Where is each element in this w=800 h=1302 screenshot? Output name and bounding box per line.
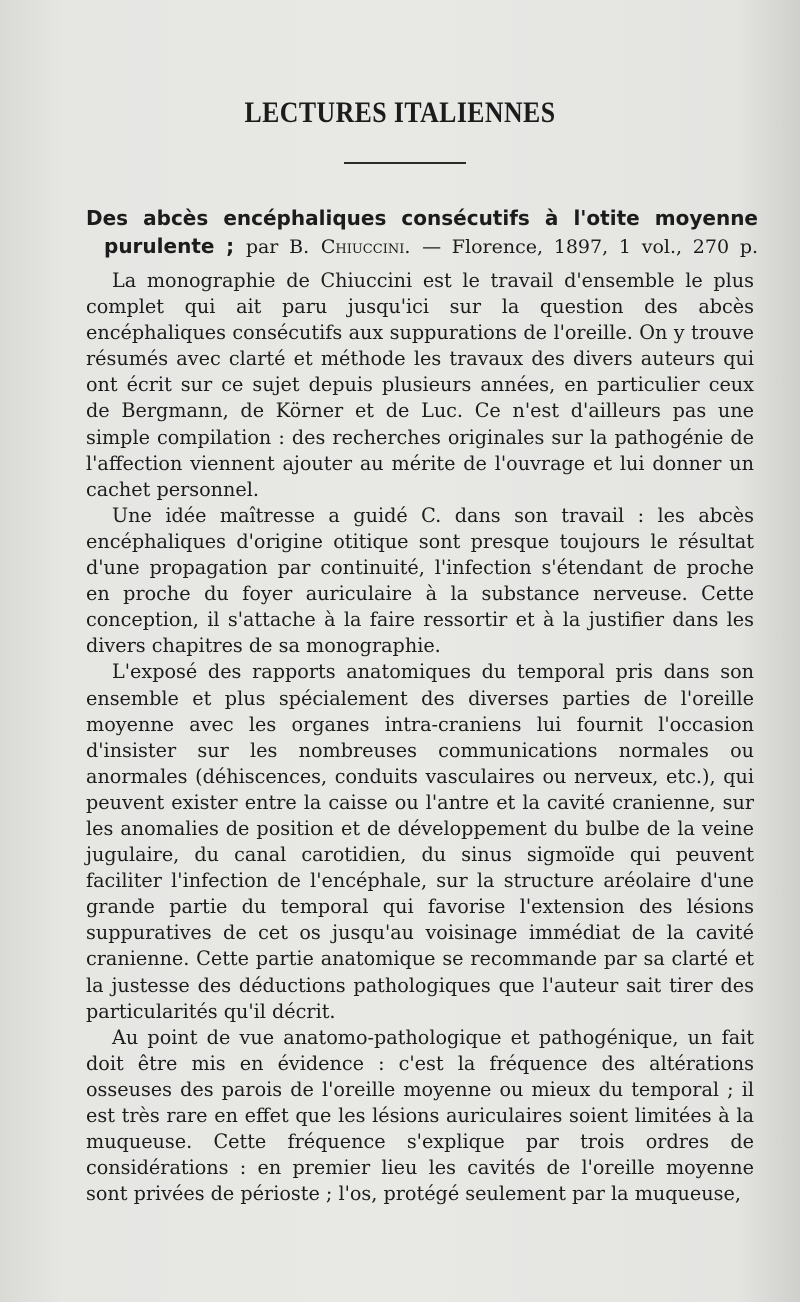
paragraph: Au point de vue anatomo-pathologique et pathogénique, un fait doit être mis en évidence : c'est la fréquence des altérations osseuses des parois de l'oreille moyenne ou mieux du temporal ; il est très rare en effet que les lésions auriculaires soient limitées à la muqueuse. Cette fréquence s'explique par trois ordres de considérations : en premier lieu les cavités de l'oreille moyenne sont privées de périoste ; l'os, protégé seulement par la muqueuse, <box>86 1025 754 1206</box>
paragraph: Une idée maîtresse a guidé C. dans son travail : les abcès encéphaliques d'origine otitique sont presque toujours le résultat d'une propagation par continuité, l'infection s'étendant de proche en proche du foyer auriculaire à la substance nerveuse. Cette conception, il s'attache à la faire ressortir et à la justifier dans les divers chapitres de sa monographie. <box>86 503 754 658</box>
article-title-line2 <box>86 232 758 261</box>
article-title-end: purulente ; <box>104 234 235 258</box>
article-heading <box>86 204 758 261</box>
author-name: Chiuccini. <box>320 236 411 258</box>
running-head: LECTURES ITALIENNES <box>244 96 556 129</box>
body-text <box>86 268 754 1207</box>
reference-details: — Florence, 1897, 1 vol., 270 p. <box>422 236 759 258</box>
header-rule <box>344 162 466 164</box>
paragraph: L'exposé des rapports anatomiques du temporal pris dans son ensemble et plus spécialement des diverses parties de l'oreille moyenne avec les organes intra-craniens lui fournit l'occasion d'insister sur les nombreuses communications normales ou anormales (déhiscences, conduits vasculaires ou nerveux, etc.), qui peuvent exister entre la caisse ou l'antre et la cavité cranienne, sur les anomalies de position et de développement du bulbe de la veine jugulaire, du canal carotidien, du sinus sigmoïde qui peuvent faciliter l'infection de l'encéphale, sur la structure aréolaire d'une grande partie du temporal qui favorise l'extension des lésions suppuratives de cet os jusqu'au voisinage immédiat de la cavité cranienne. Cette partie anatomique se recommande par sa clarté et la justesse des déductions pathologiques que l'auteur sait tirer des particularités qu'il décrit. <box>86 660 754 1023</box>
reference-prefix: par B. <box>245 236 310 258</box>
article-title-line1: Des abcès encéphaliques consécutifs à l'otite moyenne <box>86 206 758 230</box>
paragraph: La monographie de Chiuccini est le travail d'ensemble le plus complet qui ait paru jusqu'ici sur la question des abcès encéphaliques consécutifs aux suppurations de l'oreille. On y trouve résumés avec clarté et méthode les travaux des divers auteurs qui ont écrit sur ce sujet depuis plusieurs années, en particulier ceux de Bergmann, de Körner et de Luc. Ce n'est d'ailleurs pas une simple compilation : des recherches originales sur la pathogénie de l'affection viennent ajouter au mérite de l'ouvrage et lui donner un cachet personnel. <box>86 269 754 501</box>
